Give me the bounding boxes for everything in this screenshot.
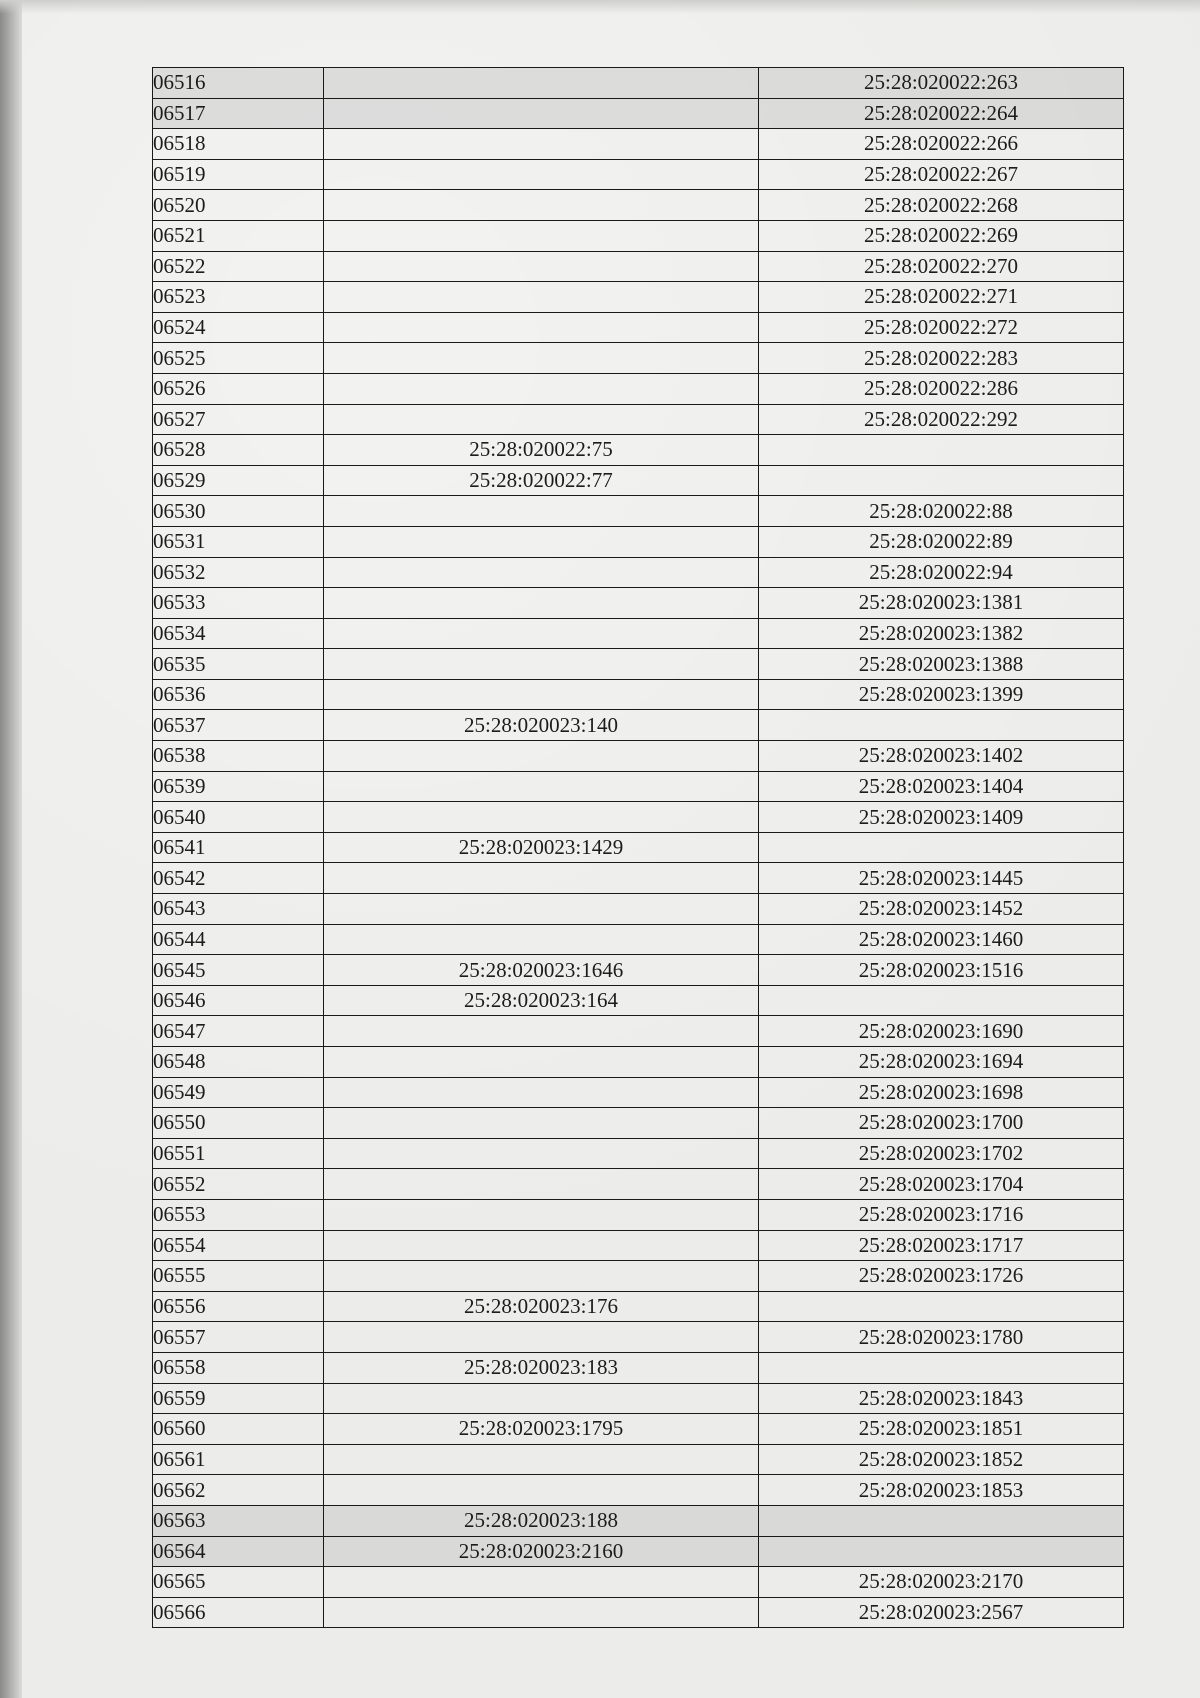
cadastral-number-cell-secondary: 25:28:020023:1516 (759, 955, 1124, 986)
row-number-cell: 06560 (153, 1414, 324, 1445)
cadastral-number-cell-secondary: 25:28:020022:292 (759, 404, 1124, 435)
cadastral-number-cell-secondary: 25:28:020023:1452 (759, 894, 1124, 925)
table-row (153, 588, 1124, 619)
cadastral-number-cell-secondary: 25:28:020023:1404 (759, 771, 1124, 802)
cadastral-number-cell-primary (324, 373, 759, 404)
table-row (153, 1475, 1124, 1506)
row-number-cell: 06520 (153, 190, 324, 221)
cadastral-number-cell-secondary: 25:28:020023:1843 (759, 1383, 1124, 1414)
table-row (153, 435, 1124, 466)
cadastral-number-cell-primary (324, 649, 759, 680)
cadastral-number-cell-primary (324, 1567, 759, 1598)
cadastral-number-cell-primary: 25:28:020023:188 (324, 1505, 759, 1536)
table-row (153, 129, 1124, 160)
cadastral-number-cell-secondary: 25:28:020023:1704 (759, 1169, 1124, 1200)
row-number-cell: 06551 (153, 1138, 324, 1169)
row-number-cell: 06550 (153, 1108, 324, 1139)
table-row (153, 98, 1124, 129)
table-row (153, 1291, 1124, 1322)
table-row (153, 312, 1124, 343)
cadastral-number-cell-secondary (759, 985, 1124, 1016)
cadastral-number-cell-secondary (759, 710, 1124, 741)
cadastral-number-cell-secondary: 25:28:020022:94 (759, 557, 1124, 588)
cadastral-number-cell-primary (324, 863, 759, 894)
cadastral-number-cell-secondary: 25:28:020023:1852 (759, 1444, 1124, 1475)
cadastral-number-cell-primary (324, 190, 759, 221)
cadastral-number-cell-secondary: 25:28:020022:89 (759, 526, 1124, 557)
cadastral-number-cell-secondary: 25:28:020022:268 (759, 190, 1124, 221)
cadastral-number-cell-primary: 25:28:020022:77 (324, 465, 759, 496)
cadastral-number-cell-primary (324, 282, 759, 313)
table-row (153, 771, 1124, 802)
table-row (153, 1352, 1124, 1383)
cadastral-number-cell-primary (324, 1138, 759, 1169)
table-row (153, 1047, 1124, 1078)
table-row (153, 1230, 1124, 1261)
cadastral-number-cell-secondary: 25:28:020022:286 (759, 373, 1124, 404)
table-row (153, 496, 1124, 527)
table-row (153, 894, 1124, 925)
cadastral-number-cell-secondary: 25:28:020022:264 (759, 98, 1124, 129)
cadastral-registry-table (152, 67, 1124, 1628)
table-row (153, 1322, 1124, 1353)
row-number-cell: 06566 (153, 1597, 324, 1628)
scan-page-edge (0, 0, 22, 1698)
row-number-cell: 06555 (153, 1261, 324, 1292)
row-number-cell: 06543 (153, 894, 324, 925)
cadastral-number-cell-primary (324, 679, 759, 710)
cadastral-number-cell-primary (324, 588, 759, 619)
row-number-cell: 06548 (153, 1047, 324, 1078)
row-number-cell: 06562 (153, 1475, 324, 1506)
cadastral-number-cell-secondary: 25:28:020023:1853 (759, 1475, 1124, 1506)
cadastral-number-cell-primary (324, 1383, 759, 1414)
row-number-cell: 06517 (153, 98, 324, 129)
cadastral-number-cell-primary (324, 251, 759, 282)
table-row (153, 343, 1124, 374)
cadastral-number-cell-primary: 25:28:020023:140 (324, 710, 759, 741)
row-number-cell: 06554 (153, 1230, 324, 1261)
table-row (153, 1383, 1124, 1414)
row-number-cell: 06561 (153, 1444, 324, 1475)
cadastral-number-cell-secondary: 25:28:020023:1402 (759, 741, 1124, 772)
row-number-cell: 06565 (153, 1567, 324, 1598)
table-row (153, 1169, 1124, 1200)
cadastral-number-cell-primary (324, 1475, 759, 1506)
cadastral-number-cell-secondary: 25:28:020022:267 (759, 159, 1124, 190)
table-row (153, 649, 1124, 680)
cadastral-number-cell-secondary: 25:28:020023:1698 (759, 1077, 1124, 1108)
row-number-cell: 06549 (153, 1077, 324, 1108)
cadastral-number-cell-secondary: 25:28:020023:1460 (759, 924, 1124, 955)
cadastral-number-cell-primary (324, 924, 759, 955)
cadastral-number-cell-secondary: 25:28:020022:270 (759, 251, 1124, 282)
row-number-cell: 06557 (153, 1322, 324, 1353)
cadastral-number-cell-secondary: 25:28:020022:266 (759, 129, 1124, 160)
table-row (153, 1536, 1124, 1567)
scan-top-shadow (0, 0, 1200, 14)
table-row (153, 1077, 1124, 1108)
cadastral-number-cell-primary (324, 618, 759, 649)
cadastral-number-cell-secondary: 25:28:020023:1690 (759, 1016, 1124, 1047)
cadastral-number-cell-primary: 25:28:020023:183 (324, 1352, 759, 1383)
row-number-cell: 06544 (153, 924, 324, 955)
row-number-cell: 06525 (153, 343, 324, 374)
table-row (153, 190, 1124, 221)
cadastral-number-cell-secondary: 25:28:020023:2567 (759, 1597, 1124, 1628)
cadastral-number-cell-primary (324, 1597, 759, 1628)
row-number-cell: 06518 (153, 129, 324, 160)
cadastral-number-cell-primary: 25:28:020023:164 (324, 985, 759, 1016)
cadastral-number-cell-primary (324, 98, 759, 129)
cadastral-number-cell-secondary: 25:28:020023:1381 (759, 588, 1124, 619)
cadastral-number-cell-secondary: 25:28:020023:1702 (759, 1138, 1124, 1169)
row-number-cell: 06542 (153, 863, 324, 894)
cadastral-number-cell-secondary: 25:28:020022:263 (759, 68, 1124, 99)
cadastral-number-cell-primary (324, 1199, 759, 1230)
cadastral-number-cell-secondary: 25:28:020023:1694 (759, 1047, 1124, 1078)
row-number-cell: 06556 (153, 1291, 324, 1322)
cadastral-number-cell-secondary (759, 465, 1124, 496)
cadastral-number-cell-primary (324, 1108, 759, 1139)
row-number-cell: 06521 (153, 220, 324, 251)
cadastral-number-cell-primary (324, 496, 759, 527)
table-row (153, 618, 1124, 649)
cadastral-number-cell-primary (324, 557, 759, 588)
cadastral-number-cell-primary: 25:28:020023:176 (324, 1291, 759, 1322)
table-row (153, 1567, 1124, 1598)
cadastral-number-cell-primary (324, 1444, 759, 1475)
cadastral-number-cell-secondary: 25:28:020022:272 (759, 312, 1124, 343)
row-number-cell: 06553 (153, 1199, 324, 1230)
table-row (153, 863, 1124, 894)
row-number-cell: 06545 (153, 955, 324, 986)
cadastral-number-cell-secondary: 25:28:020023:1388 (759, 649, 1124, 680)
cadastral-number-cell-primary: 25:28:020023:1646 (324, 955, 759, 986)
row-number-cell: 06541 (153, 832, 324, 863)
table-row (153, 832, 1124, 863)
row-number-cell: 06535 (153, 649, 324, 680)
table-row (153, 679, 1124, 710)
table-row (153, 557, 1124, 588)
cadastral-number-cell-primary (324, 894, 759, 925)
cadastral-number-cell-secondary (759, 1536, 1124, 1567)
row-number-cell: 06552 (153, 1169, 324, 1200)
table-row (153, 251, 1124, 282)
row-number-cell: 06534 (153, 618, 324, 649)
table-row (153, 159, 1124, 190)
cadastral-number-cell-primary: 25:28:020023:1795 (324, 1414, 759, 1445)
row-number-cell: 06533 (153, 588, 324, 619)
cadastral-number-cell-secondary: 25:28:020023:1851 (759, 1414, 1124, 1445)
row-number-cell: 06536 (153, 679, 324, 710)
row-number-cell: 06530 (153, 496, 324, 527)
row-number-cell: 06524 (153, 312, 324, 343)
cadastral-number-cell-primary (324, 129, 759, 160)
row-number-cell: 06516 (153, 68, 324, 99)
row-number-cell: 06538 (153, 741, 324, 772)
cadastral-number-cell-primary (324, 802, 759, 833)
cadastral-number-cell-secondary: 25:28:020023:2170 (759, 1567, 1124, 1598)
registry-table-body (153, 68, 1124, 1628)
cadastral-number-cell-secondary: 25:28:020022:271 (759, 282, 1124, 313)
cadastral-number-cell-primary (324, 771, 759, 802)
cadastral-number-cell-primary: 25:28:020023:2160 (324, 1536, 759, 1567)
row-number-cell: 06540 (153, 802, 324, 833)
cadastral-number-cell-secondary: 25:28:020023:1726 (759, 1261, 1124, 1292)
row-number-cell: 06558 (153, 1352, 324, 1383)
table-row (153, 1261, 1124, 1292)
cadastral-number-cell-secondary: 25:28:020023:1717 (759, 1230, 1124, 1261)
table-row (153, 802, 1124, 833)
table-row (153, 404, 1124, 435)
table-row (153, 220, 1124, 251)
row-number-cell: 06519 (153, 159, 324, 190)
row-number-cell: 06532 (153, 557, 324, 588)
cadastral-number-cell-primary (324, 1230, 759, 1261)
cadastral-number-cell-secondary: 25:28:020023:1780 (759, 1322, 1124, 1353)
table-row (153, 526, 1124, 557)
cadastral-number-cell-secondary: 25:28:020023:1409 (759, 802, 1124, 833)
cadastral-number-cell-secondary (759, 1352, 1124, 1383)
row-number-cell: 06527 (153, 404, 324, 435)
table-row (153, 924, 1124, 955)
cadastral-number-cell-secondary: 25:28:020023:1716 (759, 1199, 1124, 1230)
cadastral-number-cell-secondary: 25:28:020022:283 (759, 343, 1124, 374)
cadastral-number-cell-secondary: 25:28:020023:1399 (759, 679, 1124, 710)
cadastral-number-cell-secondary: 25:28:020023:1382 (759, 618, 1124, 649)
cadastral-number-cell-primary (324, 1169, 759, 1200)
table-row (153, 1505, 1124, 1536)
table-row (153, 1414, 1124, 1445)
cadastral-number-cell-primary (324, 159, 759, 190)
row-number-cell: 06528 (153, 435, 324, 466)
row-number-cell: 06559 (153, 1383, 324, 1414)
cadastral-number-cell-primary (324, 1322, 759, 1353)
row-number-cell: 06563 (153, 1505, 324, 1536)
row-number-cell: 06526 (153, 373, 324, 404)
row-number-cell: 06523 (153, 282, 324, 313)
row-number-cell: 06522 (153, 251, 324, 282)
cadastral-number-cell-secondary (759, 1505, 1124, 1536)
table-row (153, 68, 1124, 99)
table-row (153, 985, 1124, 1016)
cadastral-number-cell-primary (324, 1077, 759, 1108)
table-row (153, 1138, 1124, 1169)
cadastral-number-cell-secondary (759, 1291, 1124, 1322)
cadastral-number-cell-secondary: 25:28:020022:269 (759, 220, 1124, 251)
row-number-cell: 06537 (153, 710, 324, 741)
row-number-cell: 06547 (153, 1016, 324, 1047)
cadastral-number-cell-primary (324, 741, 759, 772)
table-row (153, 1444, 1124, 1475)
row-number-cell: 06531 (153, 526, 324, 557)
table-row (153, 955, 1124, 986)
cadastral-number-cell-primary: 25:28:020023:1429 (324, 832, 759, 863)
table-row (153, 1199, 1124, 1230)
cadastral-number-cell-secondary (759, 435, 1124, 466)
table-row (153, 465, 1124, 496)
cadastral-number-cell-primary (324, 68, 759, 99)
cadastral-number-cell-primary (324, 312, 759, 343)
table-row (153, 373, 1124, 404)
row-number-cell: 06564 (153, 1536, 324, 1567)
table-row (153, 1016, 1124, 1047)
cadastral-number-cell-secondary: 25:28:020023:1700 (759, 1108, 1124, 1139)
table-row (153, 1108, 1124, 1139)
table-row (153, 1597, 1124, 1628)
cadastral-number-cell-secondary: 25:28:020023:1445 (759, 863, 1124, 894)
row-number-cell: 06529 (153, 465, 324, 496)
cadastral-number-cell-primary (324, 220, 759, 251)
cadastral-number-cell-primary (324, 1261, 759, 1292)
table-row (153, 741, 1124, 772)
cadastral-number-cell-primary (324, 404, 759, 435)
cadastral-number-cell-secondary: 25:28:020022:88 (759, 496, 1124, 527)
table-row (153, 710, 1124, 741)
cadastral-number-cell-primary (324, 1016, 759, 1047)
table-row (153, 282, 1124, 313)
cadastral-number-cell-secondary (759, 832, 1124, 863)
row-number-cell: 06546 (153, 985, 324, 1016)
cadastral-number-cell-primary: 25:28:020022:75 (324, 435, 759, 466)
row-number-cell: 06539 (153, 771, 324, 802)
cadastral-number-cell-primary (324, 1047, 759, 1078)
cadastral-number-cell-primary (324, 343, 759, 374)
cadastral-number-cell-primary (324, 526, 759, 557)
